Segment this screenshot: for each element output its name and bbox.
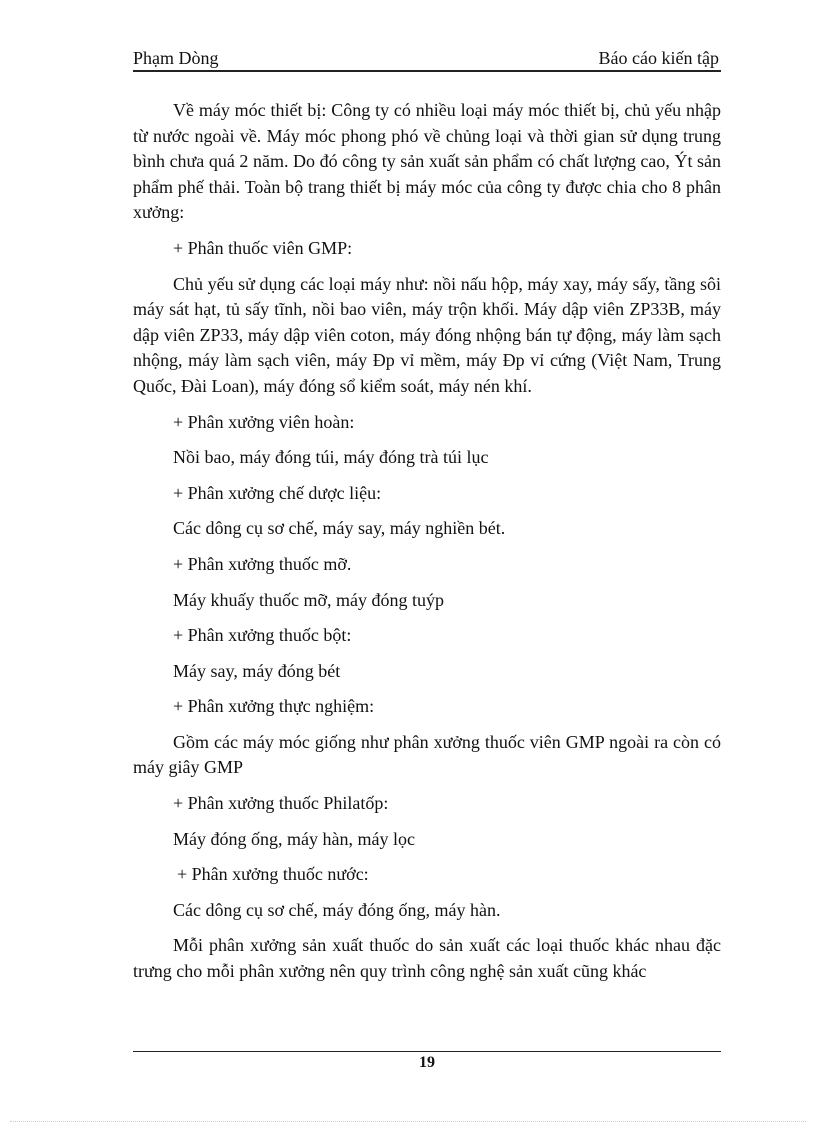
section-heading-thuc-nghiem: + Phân xưởng thực nghiệm: <box>173 696 375 717</box>
section-heading-gmp: + Phân thuốc viên GMP: <box>173 237 353 258</box>
section-heading-duoc-lieu: + Phân xưởng chế dược liệu: <box>173 482 382 503</box>
section-heading-thuoc-nuoc: + Phân xưởng thuốc nước: <box>177 864 369 885</box>
page-edge-divider <box>10 1121 806 1122</box>
paragraph-closing: Mỗi phân xưởng sản xuất thuốc do sản xuất các loại thuốc khác nhau đặc trưng cho mỗi phân xưởng nên quy trình công nghệ sản xuất cũng khác <box>133 935 721 982</box>
header-report-title: Báo cáo kiến tập <box>598 48 719 68</box>
paragraph-philatop-machines: Máy đóng ống, máy hàn, máy lọc <box>173 828 415 849</box>
paragraph-thuoc-nuoc-machines: Các dông cụ sơ chế, máy đóng ống, máy hàn. <box>173 899 501 920</box>
paragraph-gmp-machines: Chủ yếu sử dụng các loại máy như: nồi nấu hộp, máy xay, máy sấy, tầng sôi máy sát hạt, tủ sấy tĩnh, nồi bao viên, máy trộn khối. Máy dập viên ZP33B, máy dập viên ZP33, máy dập viên coton, máy đóng nhộng bán tự động, máy làm sạch nhộng, máy làm sạch viên, máy Ðp vỉ mềm, máy Ðp vỉ cứng (Việt Nam, Trung Quốc, Đài Loan), máy đóng sổ kiểm soát, máy nén khí. <box>133 273 721 396</box>
paragraph-thuc-nghiem-machines: Gồm các máy móc giống như phân xưởng thuốc viên GMP ngoài ra còn có máy giây GMP <box>133 731 721 778</box>
section-heading-vien-hoan: + Phân xưởng viên hoàn: <box>173 411 355 432</box>
paragraph-thuoc-mo-machines: Máy khuấy thuốc mỡ, máy đóng tuýp <box>173 589 444 610</box>
footer-divider <box>133 1051 721 1052</box>
paragraph-vien-hoan-machines: Nồi bao, máy đóng túi, máy đóng trà túi lục <box>173 447 489 468</box>
document-body <box>133 98 721 995</box>
header-author: Phạm Dòng <box>133 48 219 68</box>
paragraph-thuoc-bot-machines: Máy say, máy đóng bét <box>173 660 341 681</box>
paragraph-equipment-intro: Về máy móc thiết bị: Công ty có nhiều loại máy móc thiết bị, chủ yếu nhập từ nước ngoài về. Máy móc phong phó về chủng loại và thời gian sử dụng trung bình chưa quá 2 năm. Do đó công ty sản xuất sản phẩm có chất lượng cao, Ýt sản phẩm phế thải. Toàn bộ trang thiết bị máy móc của công ty được chia cho 8 phân xưởng: <box>133 100 721 223</box>
page-header <box>133 48 721 72</box>
section-heading-philatop: + Phân xưởng thuốc Philatốp: <box>173 793 389 814</box>
paragraph-duoc-lieu-machines: Các dông cụ sơ chế, máy say, máy nghiền bét. <box>173 518 506 539</box>
section-heading-thuoc-mo: + Phân xưởng thuốc mỡ. <box>173 553 352 574</box>
page-number: 19 <box>419 1054 435 1071</box>
section-heading-thuoc-bot: + Phân xưởng thuốc bột: <box>173 625 352 646</box>
